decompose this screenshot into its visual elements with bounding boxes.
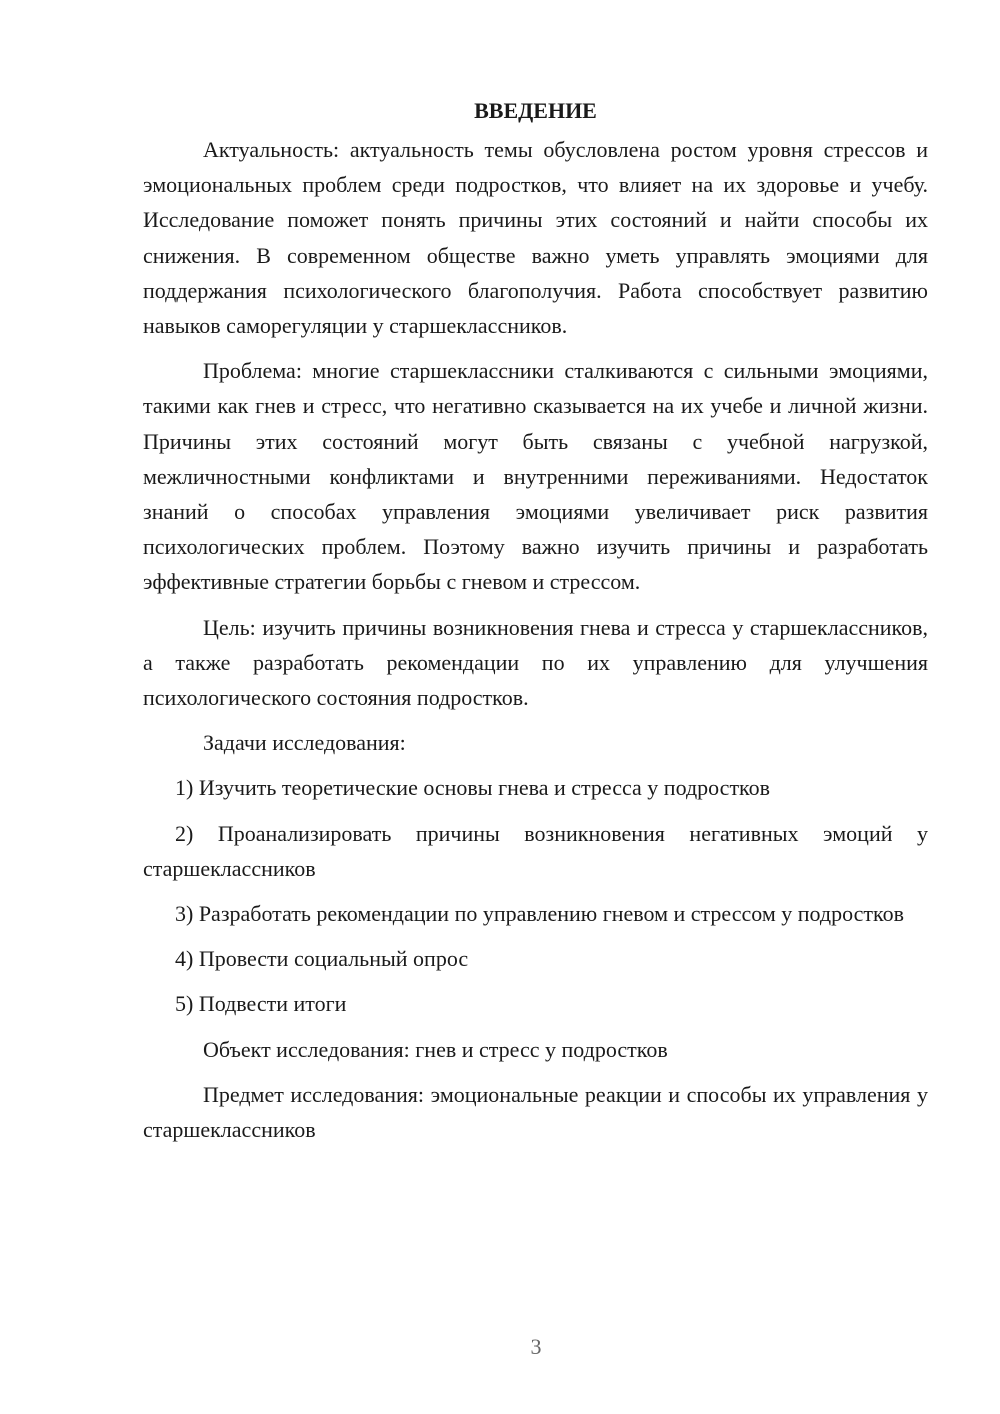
tasks-heading: Задачи исследования: — [203, 730, 406, 756]
task-item-4: 4) Провести социальный опрос — [175, 946, 469, 972]
goal-paragraph: Цель: изучить причины возникновения гнева и стресса у старшеклассников, а также разработать рекомендации по их управлению для улучшения психологического состояния подростков. — [143, 614, 928, 711]
document-page — [143, 96, 928, 1147]
object-paragraph: Объект исследования: гнев и стресс у подростков — [203, 1036, 668, 1062]
task-item-3: 3) Разработать рекомендации по управлению гневом и стрессом у подростков — [175, 901, 904, 927]
section-heading: ВВЕДЕНИЕ — [474, 98, 597, 123]
task-item-1: 1) Изучить теоретические основы гнева и стресса у подростков — [175, 775, 771, 801]
page-number: 3 — [530, 1334, 542, 1359]
task-item-5: 5) Подвести итоги — [175, 991, 347, 1017]
task-item-2: 2) Проанализировать причины возникновения негативных эмоций у старшеклассников — [143, 820, 928, 881]
relevance-paragraph: Актуальность: актуальность темы обусловлена ростом уровня стрессов и эмоциональных проблем среди подростков, что влияет на их здоровье и учебу. Исследование поможет понять причины этих состояний и найти способы их снижения. В современном обществе важно уметь управлять эмоциями для поддержания психологического благополучия. Работа способствует развитию навыков саморегуляции у старшеклассников. — [143, 137, 928, 339]
problem-paragraph: Проблема: многие старшеклассники сталкиваются с сильными эмоциями, такими как гнев и стресс, что негативно сказывается на их учебе и личной жизни. Причины этих состояний могут быть связаны с учебной нагрузкой, межличностными конфликтами и внутренними переживаниями. Недостаток знаний о способах управления эмоциями увеличивает риск развития психологических проблем. Поэтому важно изучить причины и разработать эффективные стратегии борьбы с гневом и стрессом. — [143, 358, 928, 595]
subject-paragraph: Предмет исследования: эмоциональные реакции и способы их управления у старшеклассников — [143, 1081, 928, 1143]
